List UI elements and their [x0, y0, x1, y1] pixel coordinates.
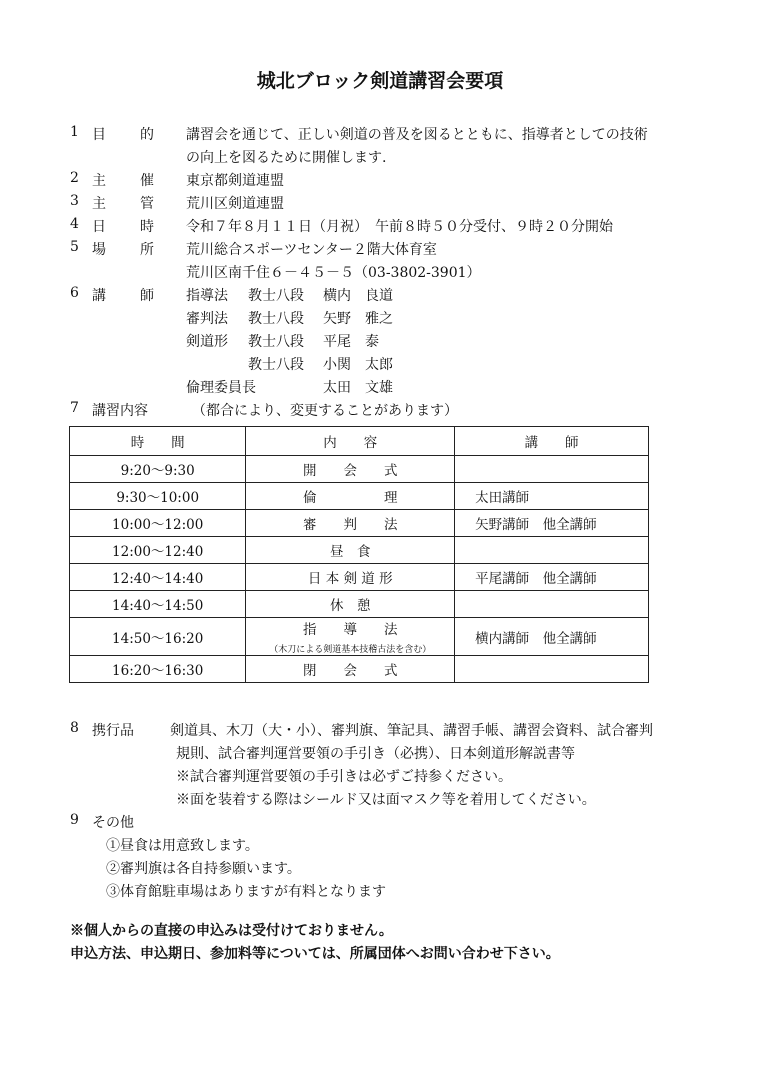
instructor-role: 審判法 [186, 311, 228, 327]
date-value: 令和７年８月１１日（月祝） 午前８時５０分受付、９時２０分開始 [186, 219, 613, 235]
label-char: 主 [92, 196, 106, 212]
table-row [70, 591, 649, 618]
cell-content: 閉 会 式 [246, 656, 455, 683]
item-label-instructors [92, 285, 154, 305]
cell-content: 日 本 剣 道 形 [246, 564, 455, 591]
cell-teacher [455, 456, 649, 483]
instructor-role: 倫理委員長 [186, 380, 256, 396]
cell-time: 9:20～9:30 [70, 456, 246, 483]
table-row [70, 564, 649, 591]
cell-content: 休 憩 [246, 591, 455, 618]
item-number: 6 [70, 285, 79, 301]
cell-content: 開 会 式 [246, 456, 455, 483]
cell-time: 14:40～14:50 [70, 591, 246, 618]
item-label-host [92, 170, 154, 190]
other-item: ②審判旗は各自持参願います。 [106, 861, 301, 877]
label-char: 的 [140, 127, 154, 143]
table-row [70, 456, 649, 483]
page-title: 城北ブロック剣道講習会要項 [256, 70, 504, 92]
item-number: 4 [70, 216, 79, 232]
item-label-manage [92, 193, 154, 213]
cell-teacher: 矢野講師 他全講師 [455, 510, 649, 537]
place-line2: 荒川区南千住６－４５－５（03-3802-3901） [186, 265, 481, 281]
schedule-table [69, 426, 649, 683]
cell-teacher [455, 591, 649, 618]
item-label-purpose [92, 124, 154, 144]
label-char: 日 [92, 219, 106, 235]
cell-time: 12:00～12:40 [70, 537, 246, 564]
table-row [70, 656, 649, 683]
instructor-role: 指導法 [186, 288, 228, 304]
cell-teacher [455, 537, 649, 564]
cell-time: 14:50～16:20 [70, 618, 246, 656]
content-note: （都合により、変更することがあります） [192, 403, 458, 419]
belongings-line2: 規則、試合審判運営要領の手引き（必携）、日本剣道形解説書等 [176, 746, 575, 762]
header-content: 内 容 [246, 427, 455, 456]
cell-time: 16:20～16:30 [70, 656, 246, 683]
label-char: 主 [92, 173, 106, 189]
other-item: ①昼食は用意致します。 [106, 838, 259, 854]
header-time: 時 間 [70, 427, 246, 456]
item-number: 3 [70, 193, 79, 209]
cell-teacher: 横内講師 他全講師 [455, 618, 649, 656]
belongings-note1: ※試合審判運営要領の手引きは必ずご持参ください。 [176, 769, 512, 785]
content-main: 指 導 法 [303, 622, 398, 638]
label-char: 催 [140, 173, 154, 189]
instructor-rank: 教士八段 [248, 357, 304, 373]
cell-time: 10:00～12:00 [70, 510, 246, 537]
cell-teacher: 太田講師 [455, 483, 649, 510]
instructor-name: 横内 良道 [323, 288, 393, 304]
item-label-other: その他 [92, 815, 134, 831]
label-char: 時 [140, 219, 154, 235]
item-label-date [92, 216, 154, 236]
cell-content: 倫 理 [246, 483, 455, 510]
manage-value: 荒川区剣道連盟 [186, 196, 284, 212]
item-number: 9 [70, 812, 79, 828]
item-number: 8 [70, 720, 79, 736]
belongings-line1: 剣道具、木刀（大・小）、審判旗、筆記具、講習手帳、講習会資料、試合審判 [170, 723, 653, 739]
item-label-content: 講習内容 [92, 403, 148, 419]
label-char: 場 [92, 242, 106, 258]
purpose-text-line2: の向上を図るために開催します. [186, 150, 387, 166]
cell-content: 審 判 法 [246, 510, 455, 537]
instructor-name: 太田 文雄 [323, 380, 393, 396]
purpose-text-line1: 講習会を通じて、正しい剣道の普及を図るとともに、指導者としての技術 [186, 127, 648, 143]
footer-note1: ※個人からの直接の申込みは受付けておりません。 [70, 923, 393, 939]
item-number: 5 [70, 239, 79, 255]
header-teacher: 講 師 [455, 427, 649, 456]
label-char: 管 [140, 196, 154, 212]
item-label-belongings: 携行品 [92, 723, 134, 739]
label-char: 所 [140, 242, 154, 258]
cell-content: 昼 食 [246, 537, 455, 564]
table-header-row [70, 427, 649, 456]
table-row [70, 618, 649, 656]
label-char: 講 [92, 288, 106, 304]
instructor-name: 矢野 雅之 [323, 311, 393, 327]
item-number: 1 [70, 124, 79, 140]
cell-time: 12:40～14:40 [70, 564, 246, 591]
other-item: ③体育館駐車場はありますが有料となります [106, 884, 386, 900]
instructor-rank: 教士八段 [248, 288, 304, 304]
label-char: 目 [92, 127, 106, 143]
instructor-role: 剣道形 [186, 334, 228, 350]
instructor-rank: 教士八段 [248, 311, 304, 327]
content-sub: （木刀による剣道基本技稽古法を含む） [269, 645, 432, 655]
instructor-name: 平尾 泰 [323, 334, 379, 350]
item-number: 7 [70, 400, 79, 416]
place-line1: 荒川総合スポーツセンター２階大体育室 [186, 242, 437, 258]
cell-content [246, 618, 455, 656]
footer-note2: 申込方法、申込期日、参加料等については、所属団体へお問い合わせ下さい。 [70, 946, 560, 962]
host-value: 東京都剣道連盟 [186, 173, 284, 189]
item-number: 2 [70, 170, 79, 186]
instructor-name: 小関 太郎 [323, 357, 393, 373]
cell-time: 9:30～10:00 [70, 483, 246, 510]
table-row [70, 537, 649, 564]
cell-teacher: 平尾講師 他全講師 [455, 564, 649, 591]
table-row [70, 483, 649, 510]
instructor-rank: 教士八段 [248, 334, 304, 350]
cell-teacher [455, 656, 649, 683]
belongings-note2: ※面を装着する際はシールド又は面マスク等を着用してください。 [176, 792, 596, 808]
table-row [70, 510, 649, 537]
label-char: 師 [140, 288, 154, 304]
item-label-place [92, 239, 154, 259]
